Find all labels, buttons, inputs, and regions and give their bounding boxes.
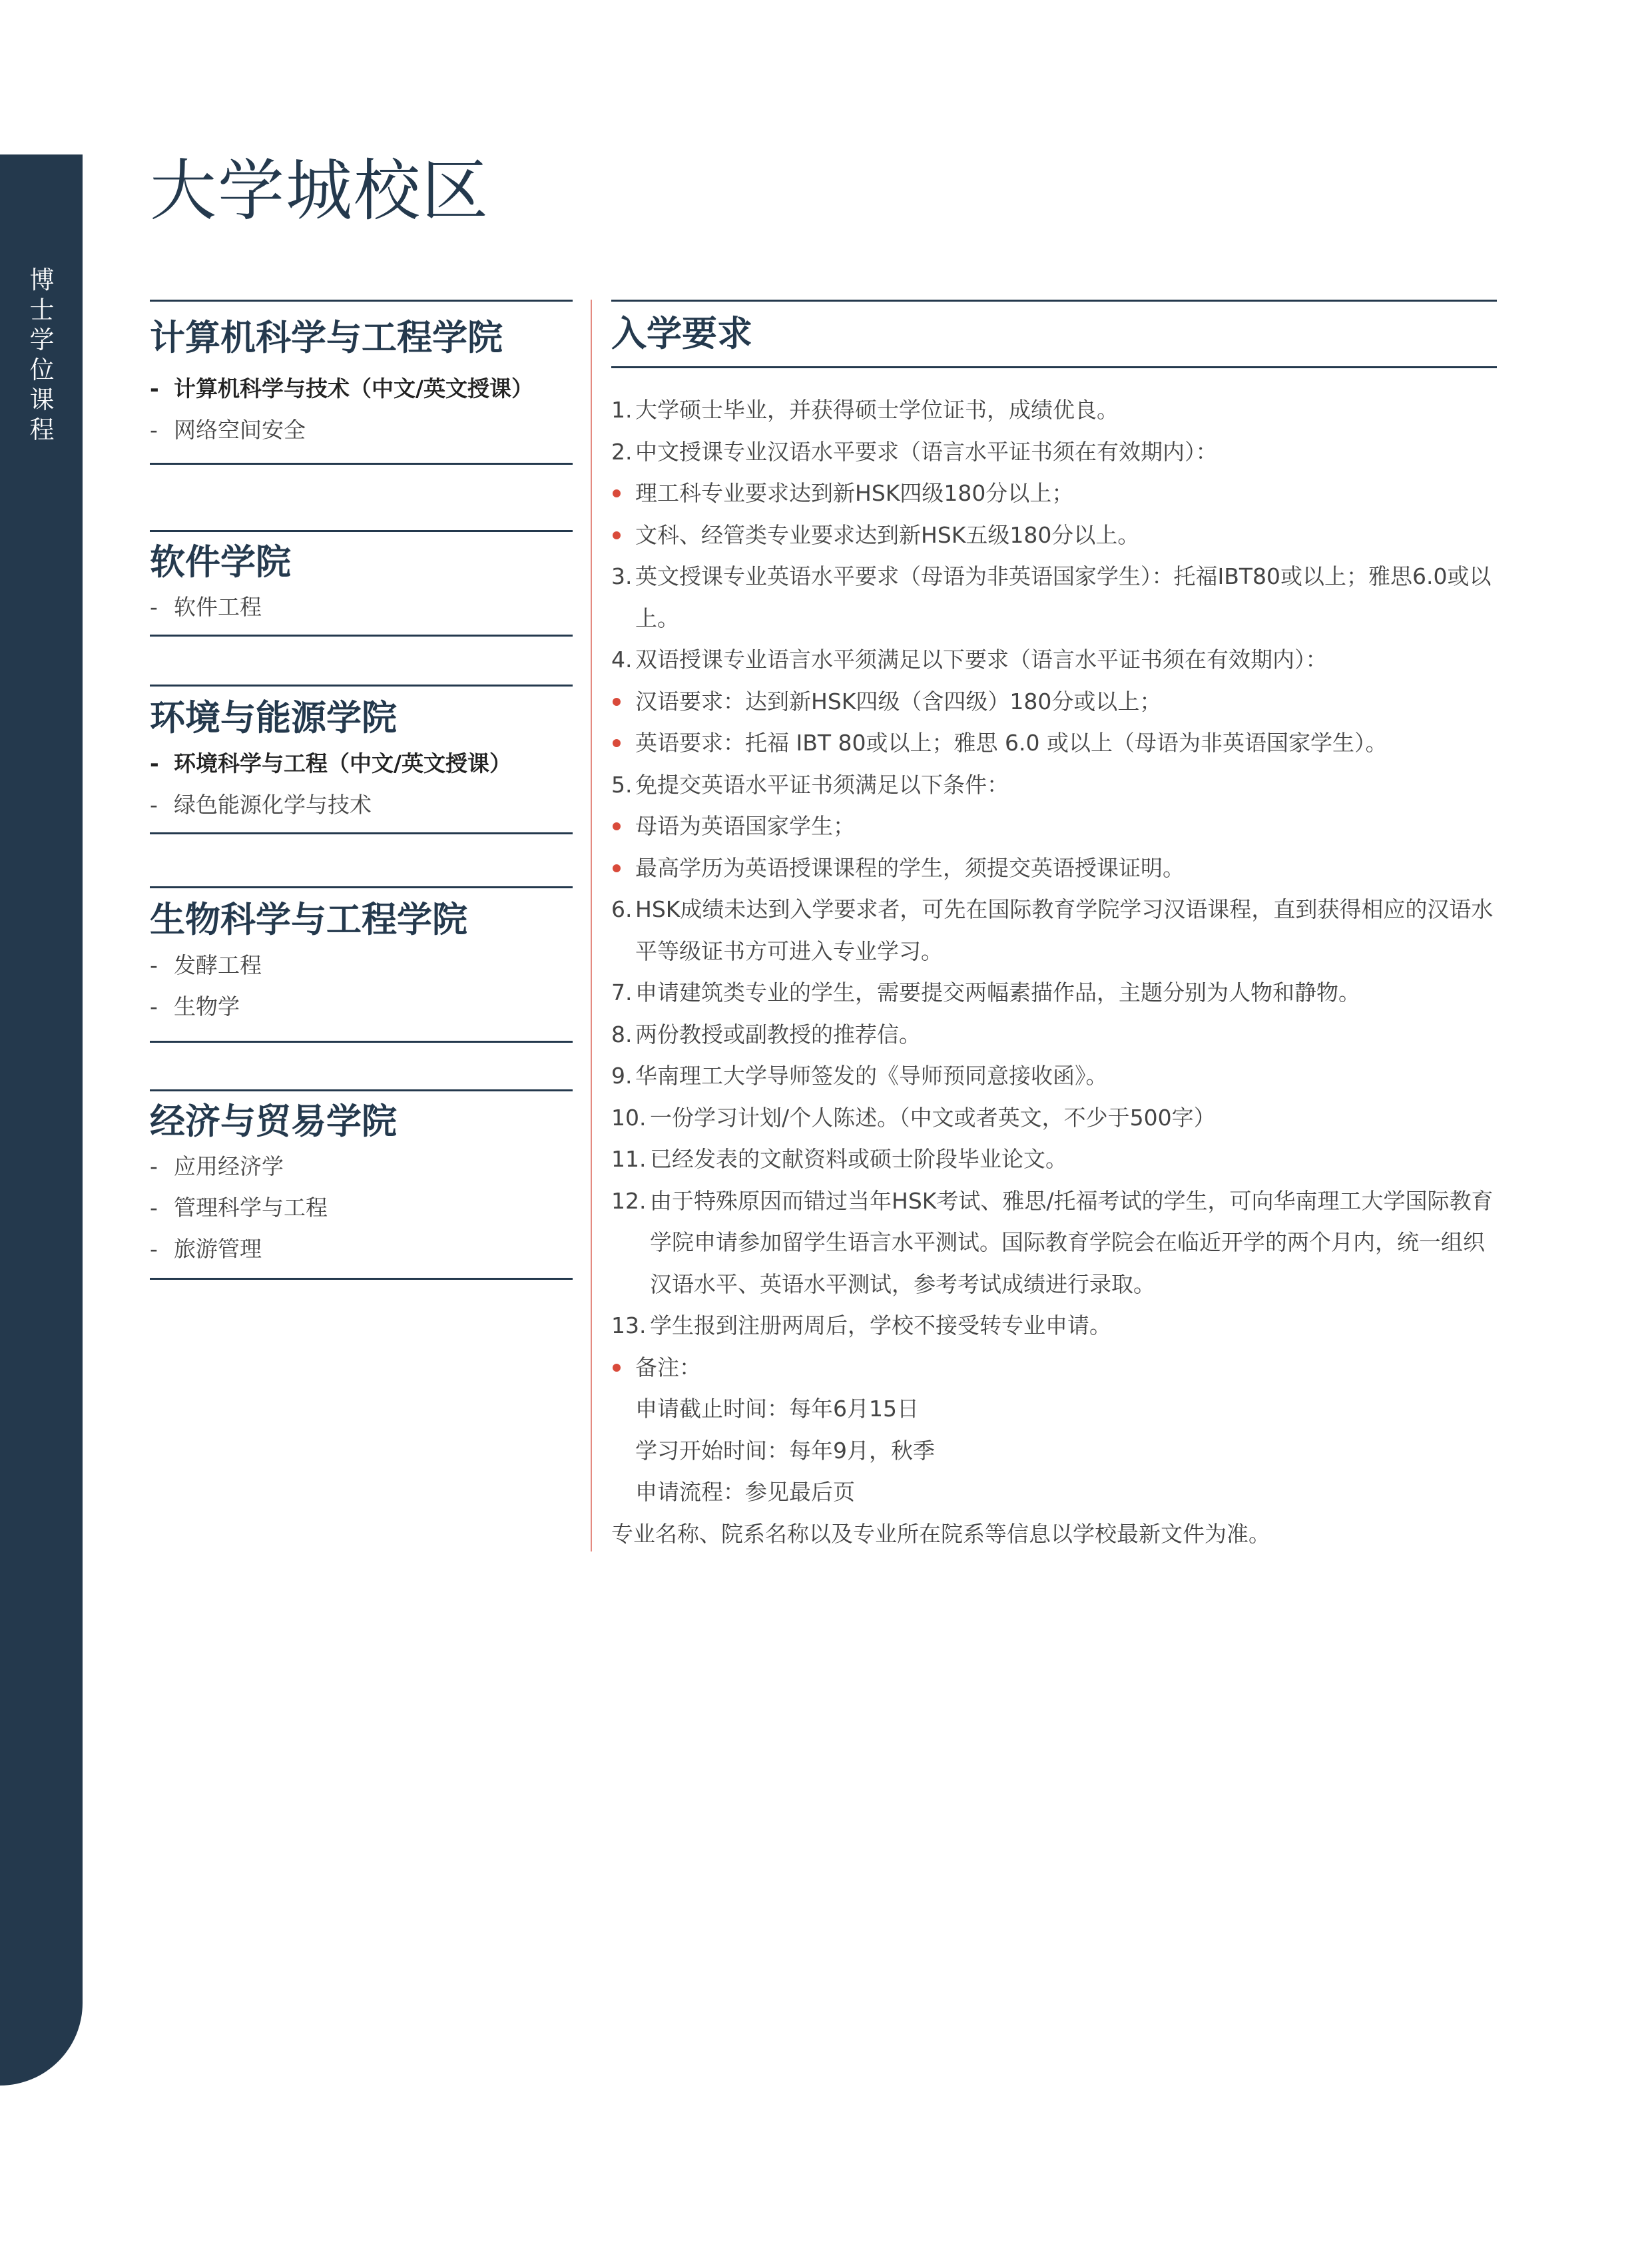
- requirement-number: 9.: [611, 1063, 633, 1089]
- requirement-bullet-item: [611, 1347, 1497, 1389]
- requirement-text: 华南理工大学导师签发的《导师预同意接收函》。: [635, 1063, 1108, 1089]
- requirement-item: [611, 556, 1497, 639]
- program-item: [150, 784, 573, 826]
- requirement-number: 4.: [611, 647, 633, 673]
- requirement-number: 12.: [611, 1187, 647, 1214]
- college-name: 经济与贸易学院: [150, 1101, 397, 1142]
- program-label: 绿色能源化学与技术: [174, 792, 372, 818]
- program-label: 环境科学与工程（中文/英文授课）: [174, 750, 512, 776]
- program-label: 网络空间安全: [174, 417, 306, 443]
- requirements-heading: 入学要求: [611, 314, 752, 354]
- college-name: 计算机科学与工程学院: [150, 318, 503, 358]
- requirements-list: [611, 390, 1497, 1514]
- college-name: 环境与能源学院: [150, 698, 397, 738]
- program-item: [150, 368, 573, 410]
- requirement-text: 免提交英语水平证书须满足以下条件：: [635, 771, 1009, 798]
- program-item: [150, 587, 573, 628]
- requirement-number: 2.: [611, 438, 633, 465]
- requirements-section: [611, 300, 1497, 1555]
- column-divider: [591, 300, 592, 1551]
- requirement-item: [611, 1181, 1497, 1306]
- requirement-text: 学生报到注册两周后，学校不接受转专业申请。: [650, 1312, 1111, 1338]
- requirement-item: [611, 1430, 1497, 1472]
- requirement-text: 申请建筑类专业的学生，需要提交两幅素描作品，主题分别为人物和静物。: [635, 980, 1360, 1005]
- college-end-rule: [150, 1041, 573, 1043]
- requirement-bullet-item: [611, 806, 1497, 848]
- requirement-text: 文科、经管类专业要求达到新HSK五级180分以上。: [635, 521, 1140, 548]
- program-label: 应用经济学: [174, 1153, 284, 1179]
- program-dash: -: [150, 376, 159, 402]
- footer-note: 专业名称、院系名称以及专业所在院系等信息以学校最新文件为准。: [611, 1520, 1270, 1547]
- requirement-bullet-item: [611, 848, 1497, 890]
- program-label: 软件工程: [174, 594, 262, 620]
- college-end-rule: [150, 1278, 573, 1280]
- program-dash: -: [150, 952, 158, 978]
- requirements-rule-bottom: [611, 366, 1497, 368]
- requirement-item: [611, 1014, 1497, 1056]
- requirement-text: 双语授课专业语言水平须满足以下要求（语言水平证书须在有效期内）：: [635, 647, 1328, 673]
- requirement-item: [611, 431, 1497, 473]
- page-title: 大学城校区: [150, 152, 489, 230]
- requirement-text: 汉语要求：达到新HSK四级（含四级）180分或以上；: [635, 688, 1162, 714]
- requirement-item: [611, 639, 1497, 681]
- requirement-text: 申请截止时间：每年6月15日: [635, 1396, 919, 1422]
- program-item: [150, 1229, 573, 1270]
- program-dash: -: [150, 1236, 158, 1262]
- college-block: [150, 1089, 573, 1280]
- program-dash: -: [150, 1195, 158, 1221]
- requirement-text: 理工科专业要求达到新HSK四级180分以上；: [635, 480, 1074, 506]
- program-dash: -: [150, 993, 158, 1019]
- program-dash: -: [150, 750, 159, 776]
- requirement-item: [611, 1139, 1497, 1181]
- requirement-item: [611, 1388, 1497, 1430]
- requirement-text: 英语要求：托福 IBT 80或以上；雅思 6.0 或以上（母语为非英语国家学生）。: [635, 730, 1388, 756]
- requirement-text: 学习开始时间：每年9月，秋季: [635, 1437, 935, 1464]
- requirement-text: 一份学习计划/个人陈述。（中文或者英文，不少于500字）: [650, 1104, 1216, 1131]
- program-label: 发酵工程: [174, 952, 262, 978]
- college-end-rule: [150, 832, 573, 834]
- requirement-text: HSK成绩未达到入学要求者，可先在国际教育学院学习汉语课程，直到获得相应的汉语水平等级证书方可进入专业学习。: [635, 896, 1494, 964]
- college-end-rule: [150, 635, 573, 637]
- requirement-text: 申请流程：参见最后页: [635, 1479, 855, 1505]
- requirement-number: 13.: [611, 1312, 647, 1338]
- requirement-item: [611, 390, 1497, 431]
- requirement-item: [611, 1472, 1497, 1514]
- requirement-item: [611, 764, 1497, 806]
- program-dash: -: [150, 594, 158, 620]
- requirement-text: 大学硕士毕业，并获得硕士学位证书，成绩优良。: [635, 397, 1119, 423]
- requirement-bullet-item: [611, 473, 1497, 515]
- program-item: [150, 410, 573, 451]
- program-label: 管理科学与工程: [174, 1195, 328, 1221]
- requirement-item: [611, 889, 1497, 972]
- requirement-bullet-item: [611, 515, 1497, 557]
- program-item: [150, 1187, 573, 1229]
- requirement-text: 母语为英语国家学生；: [635, 813, 855, 839]
- requirement-bullet-item: [611, 681, 1497, 723]
- requirement-number: 8.: [611, 1021, 633, 1047]
- requirement-number: 3.: [611, 563, 633, 589]
- program-label: 旅游管理: [174, 1236, 262, 1262]
- program-label: 计算机科学与技术（中文/英文授课）: [174, 376, 534, 402]
- requirement-item: [611, 1097, 1497, 1139]
- college-block: [150, 886, 573, 1043]
- college-name: 生物科学与工程学院: [150, 900, 467, 940]
- college-end-rule: [150, 463, 573, 465]
- requirement-item: [611, 1055, 1497, 1097]
- program-item: [150, 1146, 573, 1187]
- college-block: [150, 685, 573, 834]
- program-dash: -: [150, 792, 158, 818]
- requirement-number: 11.: [611, 1146, 647, 1172]
- program-item: [150, 945, 573, 986]
- college-list: [150, 300, 573, 1280]
- requirement-bullet-item: [611, 722, 1497, 764]
- requirement-number: 5.: [611, 771, 633, 798]
- requirement-text: 由于特殊原因而错过当年HSK考试、雅思/托福考试的学生，可向华南理工大学国际教育学院申请参加留学生语言水平测试。国际教育学院会在临近开学的两个月内，统一组织汉语水平、英语水平测试，参考考试成绩进行录取。: [650, 1187, 1494, 1297]
- requirement-item: [611, 972, 1497, 1014]
- requirement-text: 备注：: [635, 1354, 701, 1380]
- requirement-text: 中文授课专业汉语水平要求（语言水平证书须在有效期内）：: [635, 438, 1218, 465]
- requirement-text: 最高学历为英语授课课程的学生，须提交英语授课证明。: [635, 854, 1185, 881]
- program-dash: -: [150, 1153, 158, 1179]
- program-label: 生物学: [174, 993, 240, 1019]
- requirement-number: 7.: [611, 980, 633, 1005]
- program-dash: -: [150, 417, 158, 443]
- college-name: 软件学院: [150, 542, 291, 583]
- program-item: [150, 743, 573, 784]
- sidebar-label: 博士学位课程: [29, 266, 55, 444]
- program-item: [150, 986, 573, 1027]
- requirement-text: 已经发表的文献资料或硕士阶段毕业论文。: [650, 1146, 1067, 1172]
- requirement-number: 10.: [611, 1104, 647, 1131]
- college-block: [150, 530, 573, 637]
- requirement-text: 两份教授或副教授的推荐信。: [635, 1021, 921, 1047]
- requirement-text: 英文授课专业英语水平要求（母语为非英语国家学生）：托福IBT80或以上；雅思6.0或以上。: [635, 563, 1492, 631]
- college-block: [150, 300, 573, 465]
- requirement-item: [611, 1305, 1497, 1347]
- requirement-number: 6.: [611, 896, 633, 922]
- requirement-number: 1.: [611, 397, 633, 423]
